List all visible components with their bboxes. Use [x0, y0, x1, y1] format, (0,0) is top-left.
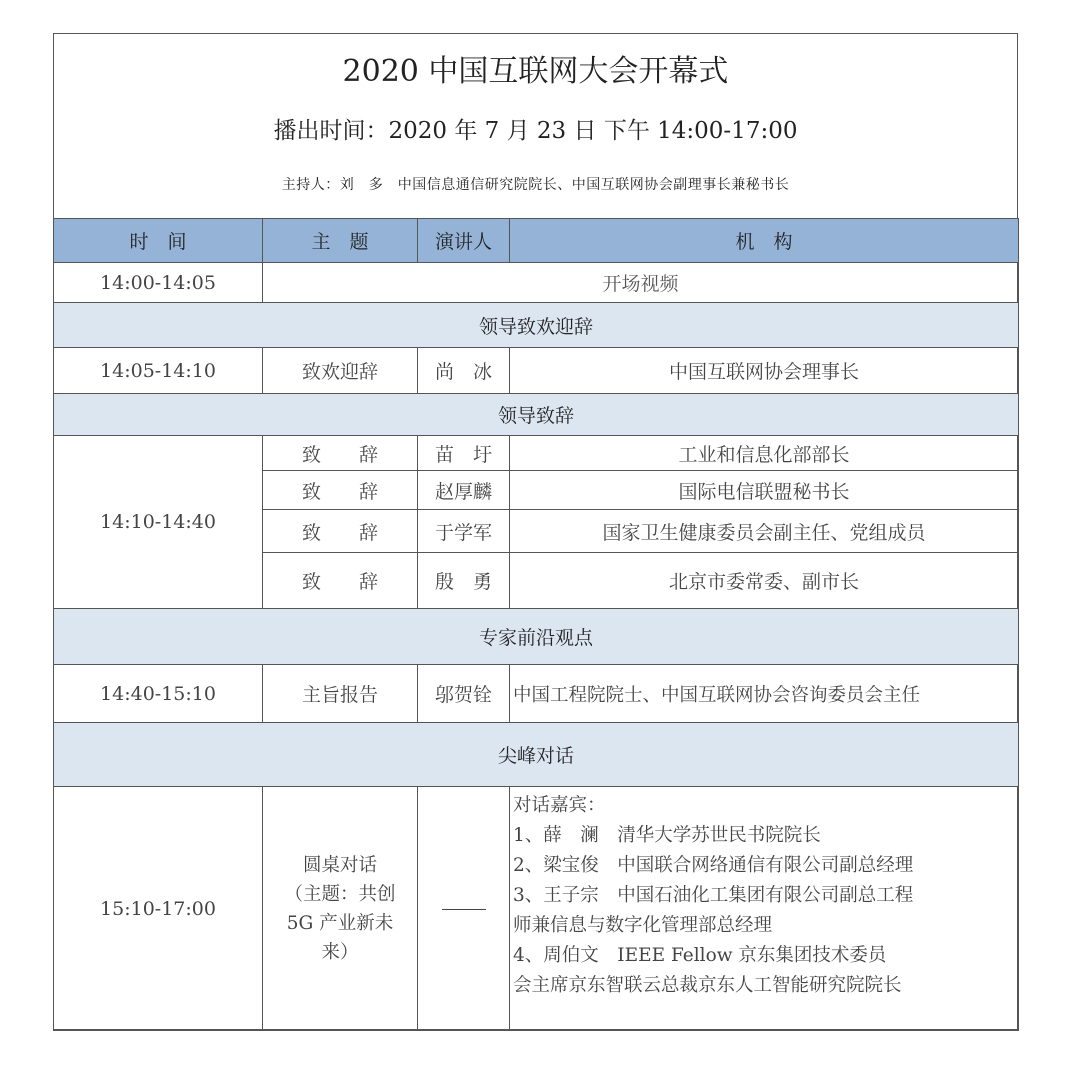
topic-cell: 致 辞	[263, 471, 418, 510]
table-row-welcome	[54, 348, 1019, 394]
dash-mark	[442, 909, 486, 911]
speaker-cell: 苗 圩	[418, 436, 510, 471]
column-header-topic: 主 题	[263, 219, 418, 263]
table-header-row	[54, 219, 1019, 263]
time-cell: 14:05-14:10	[54, 348, 263, 394]
speaker-cell: 尚 冰	[418, 348, 510, 394]
guest-line: 4、周伯文 IEEE Fellow 京东集团技术委员	[513, 945, 887, 966]
column-header-org: 机 构	[510, 219, 1019, 263]
topic-line: 圆桌对话	[302, 854, 377, 876]
page-title: 2020 中国互联网大会开幕式	[342, 54, 729, 89]
section-title: 领导致辞	[54, 394, 1019, 436]
org-cell: 北京市委常委、副市长	[510, 553, 1019, 609]
guest-line: 对话嘉宾：	[513, 795, 606, 816]
topic-cell: 致欢迎辞	[263, 348, 418, 394]
schedule-table	[53, 218, 1019, 1031]
topic-line: 来）	[321, 941, 359, 963]
guest-line: 2、梁宝俊 中国联合网络通信有限公司副总经理	[513, 855, 914, 876]
time-cell: 14:10-14:40	[54, 436, 263, 609]
section-row-speeches	[54, 394, 1019, 436]
speaker-cell: 殷 勇	[418, 553, 510, 609]
opening-content-cell: 开场视频	[263, 263, 1019, 303]
guest-line: 会主席京东智联云总裁京东人工智能研究院院长	[513, 975, 902, 996]
org-cell: 国际电信联盟秘书长	[510, 471, 1019, 510]
schedule-document	[53, 33, 1018, 1030]
org-cell: 工业和信息化部部长	[510, 436, 1019, 471]
section-row-experts	[54, 609, 1019, 665]
section-title: 专家前沿观点	[54, 609, 1019, 665]
topic-line: 5G 产业新未	[286, 912, 394, 934]
column-header-time: 时 间	[54, 219, 263, 263]
column-header-speaker: 演讲人	[418, 219, 510, 263]
time-cell: 15:10-17:00	[54, 787, 263, 1031]
topic-cell: 致 辞	[263, 436, 418, 471]
section-title: 领导致欢迎辞	[54, 303, 1019, 348]
time-cell: 14:40-15:10	[54, 665, 263, 723]
topic-line: （主题：共创	[284, 883, 396, 905]
speaker-cell	[418, 787, 510, 1031]
org-cell: 中国互联网协会理事长	[510, 348, 1019, 394]
speaker-cell: 邬贺铨	[418, 665, 510, 723]
guests-cell	[510, 787, 1019, 1031]
section-row-welcome	[54, 303, 1019, 348]
table-row-expert	[54, 665, 1019, 723]
section-row-summit	[54, 723, 1019, 787]
speaker-cell: 赵厚麟	[418, 471, 510, 510]
org-cell: 中国工程院院士、中国互联网协会咨询委员会主任	[510, 665, 1019, 723]
host-line: 主持人：刘 多 中国信息通信研究院院长、中国互联网协会副理事长兼秘书长	[281, 177, 790, 193]
speaker-cell: 于学军	[418, 510, 510, 553]
topic-cell	[263, 787, 418, 1031]
broadcast-time: 播出时间：2020 年 7 月 23 日 下午 14:00-17:00	[273, 118, 798, 144]
guest-line: 3、王子宗 中国石油化工集团有限公司副总工程	[513, 885, 914, 906]
table-row-summit	[54, 787, 1019, 1031]
topic-cell: 主旨报告	[263, 665, 418, 723]
org-cell: 国家卫生健康委员会副主任、党组成员	[510, 510, 1019, 553]
guest-line: 1、薛 澜 清华大学苏世民书院院长	[513, 825, 821, 846]
topic-cell: 致 辞	[263, 553, 418, 609]
section-title: 尖峰对话	[54, 723, 1019, 787]
topic-cell: 致 辞	[263, 510, 418, 553]
table-row-speech	[54, 436, 1019, 471]
guest-line: 师兼信息与数字化管理部总经理	[513, 915, 773, 936]
table-row-opening	[54, 263, 1019, 303]
time-cell: 14:00-14:05	[54, 263, 263, 303]
